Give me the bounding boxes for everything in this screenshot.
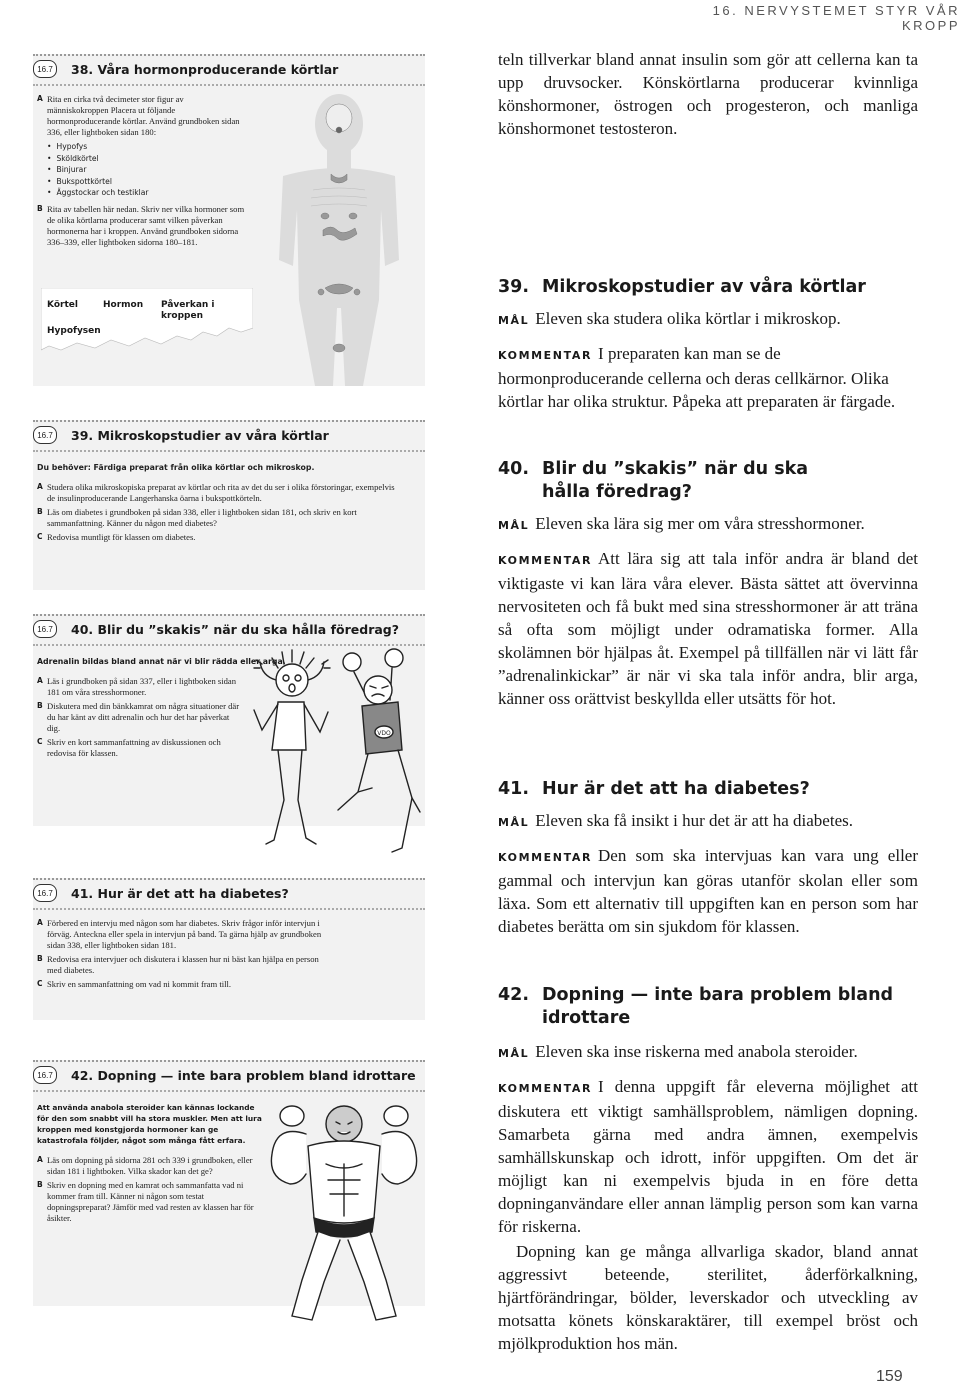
- table-header: Påverkan i kroppen: [161, 300, 215, 321]
- task-letter: C: [37, 532, 43, 541]
- materials-text: Du behöver: Färdiga preparat från olika körtlar och mikroskop.: [37, 463, 315, 472]
- goal-paragraph: [498, 307, 918, 332]
- task-letter: A: [37, 482, 43, 491]
- chapter-badge: 16.7: [33, 1066, 57, 1084]
- section-title: Blir du ”skakis” när du ska hålla föredrag?: [542, 459, 809, 502]
- goal-label: MÅL: [498, 816, 530, 829]
- section-title: Dopning — inte bara problem bland idrottare: [542, 985, 894, 1028]
- gland-item: • Äggstockar och testiklar: [47, 187, 247, 199]
- chapter-badge: 16.7: [33, 60, 57, 78]
- comment-label: KOMMENTAR: [498, 1082, 593, 1095]
- task-letter: B: [37, 203, 43, 213]
- section-number: 39.: [498, 277, 530, 297]
- goal-text: Eleven ska inse riskerna med anabola steroider.: [535, 1042, 858, 1061]
- comment-label: KOMMENTAR: [498, 851, 593, 864]
- card-title: 41. Hur är det att ha diabetes?: [71, 885, 289, 901]
- comment-label: KOMMENTAR: [498, 554, 593, 567]
- comment-paragraph: [498, 547, 918, 710]
- task-card-39: [33, 420, 425, 590]
- task-a-text: Studera olika mikroskopiska preparat av körtlar och rita av det du ser i olika förstoringar, exempelvis de insulinproducerande Langerhanska öarna i bukspottkörteln.: [47, 482, 395, 503]
- section-42: [498, 984, 918, 1355]
- task-b-text: Diskutera med din bänkkamrat om några situationer där du har känt av ditt adrenalin och hur det har påverkat dig.: [47, 701, 240, 733]
- intro-paragraph: teln tillverkar bland annat insulin som gör att cellerna kan ta upp druvsocker. Könskörtlarna producerar kvinnliga könshormoner, östrogen och progesteron, och manliga könshormonet testosteron.: [498, 50, 918, 138]
- body-paragraph: Dopning kan ge många allvarliga skador, bland annat aggressivt beteende, sterilitet, åderförkalkning, hjärtförändringar, bölder, leverskador och utveckling av motsatta könets könskaraktärer, till exempel bröst och mjölkproduktion hos män.: [498, 1242, 918, 1353]
- section-title: Hur är det att ha diabetes?: [542, 779, 810, 799]
- task-list: [33, 918, 425, 990]
- chapter-badge: 16.7: [33, 620, 57, 638]
- card-title: 38. Våra hormonproducerande körtlar: [71, 61, 339, 77]
- task-card-38: [33, 54, 425, 386]
- comment-text: Att lära sig att tala inför andra är bland det viktigaste vi kan lära våra elever. Bästa sättet att övervinna nervositeten och få bukt med sina stresshormoner är att träna så ofta som möjligt under odramatiska former. Alla skolämnen bör hjälpas åt. Exempel på tillfällen när vi lätt får ”adrenalinkickar” är när vi ska tala inför andra, blir arga, känner oss orättvist beskyllda eller utsätts för hot.: [498, 549, 918, 708]
- bodybuilder-illustration: [262, 1094, 426, 1326]
- goal-label: MÅL: [498, 1047, 530, 1060]
- intro-text: Adrenalin bildas bland annat när vi blir rädda eller arga.: [37, 657, 286, 666]
- section-40: [498, 458, 918, 710]
- section-heading: [498, 778, 918, 801]
- human-body-illustration: [253, 90, 425, 386]
- card-title: 40. Blir du ”skakis” när du ska hålla föredrag?: [71, 621, 400, 637]
- task-c-text: Skriv en kort sammanfattning av diskussionen och redovisa för klassen.: [47, 737, 221, 758]
- task-letter: B: [37, 1180, 43, 1189]
- table-header: Körtel: [47, 300, 78, 310]
- gland-item: • Hypofys: [47, 141, 247, 153]
- task-a-text: Rita en cirka två decimeter stor figur av människokroppen Placera ut följande hormonproducerande körtlar. Använd grundboken sidan 336, eller lightboken sidan 180:: [47, 94, 240, 137]
- chapter-badge: 16.7: [33, 884, 57, 902]
- section-number: 42.: [498, 985, 530, 1005]
- task-b-text: Skriv en dopning med en kamrat och sammanfatta vad ni kommer fram till. Känner ni någon som testat dopningspreparat? Jämför med vad resten av klassen har för åsikter.: [47, 1180, 254, 1223]
- gland-list: [47, 141, 247, 199]
- goal-label: MÅL: [498, 314, 530, 327]
- gland-item: • Binjurar: [47, 164, 247, 176]
- intro-text: Att använda anabola steroider kan kännas lockande för den som snabbt vill ha stora muskler. Men att lura kroppen med konstgjorda hormoner kan ge katastrofala följder, något som många fått erfara.: [37, 1103, 262, 1145]
- goal-paragraph: [498, 1040, 918, 1065]
- task-a-text: Läs om dopning på sidorna 281 och 339 i grundboken, eller sidan 181 i lightboken. Vilka skador kan det ge?: [47, 1155, 253, 1176]
- goal-text: Eleven ska få insikt i hur det är att ha diabetes.: [535, 811, 853, 830]
- card-title: 42. Dopning — inte bara problem bland idrottare: [71, 1067, 416, 1083]
- section-heading: [498, 458, 918, 504]
- section-heading: [498, 276, 918, 299]
- section-number: 41.: [498, 779, 530, 799]
- section-39: [498, 276, 918, 413]
- section-title: Mikroskopstudier av våra körtlar: [542, 277, 866, 297]
- task-a-text: Läs i grundboken på sidan 337, eller i lightboken sidan 181 om våra stresshormoner.: [47, 676, 237, 697]
- task-letter: A: [37, 918, 43, 927]
- goal-text: Eleven ska lära sig mer om våra stresshormoner.: [535, 514, 865, 533]
- comment-text: I preparaten kan man se de hormonproducerande cellerna och deras cellkärnor. Olika körtlar har olika struktur. Påpeka att preparaten är färgade.: [498, 344, 896, 411]
- goal-paragraph: [498, 512, 918, 537]
- divider: [33, 84, 425, 86]
- comment-label: KOMMENTAR: [498, 349, 593, 362]
- comment-paragraph: [498, 342, 918, 413]
- comment-text: I denna uppgift får eleverna möjlighet att diskutera ett viktigt samhällsproblem, nämligen dopning. Samarbeta gärna med andra ämnen, exempelvis samhällskunskap och idrott, inför uppgiften. Om det är möjligt kan ni exempelvis bjuda in en före detta dopninganvändare eller annan lämplig person som kan varna för riskerna.: [498, 1077, 918, 1236]
- goal-label: MÅL: [498, 519, 530, 532]
- task-letter: A: [37, 1155, 43, 1164]
- task-letter: A: [37, 676, 43, 685]
- task-letter: B: [37, 701, 43, 710]
- comment-paragraph: [498, 844, 918, 938]
- chapter-badge: 16.7: [33, 426, 57, 444]
- comment-paragraph: [498, 1075, 918, 1238]
- task-letter: B: [37, 507, 43, 516]
- section-heading: [498, 984, 918, 1030]
- task-c-text: Redovisa muntligt för klassen om diabetes.: [47, 532, 196, 542]
- task-letter: C: [37, 737, 43, 746]
- task-b-text: Redovisa era intervjuer och diskutera i klassen hur ni bäst kan hjälpa en person med diabetes.: [47, 954, 319, 975]
- scared-person-illustration: [248, 640, 334, 860]
- shirt-text: VDO: [377, 730, 391, 737]
- table-cell: Hypofysen: [47, 326, 101, 336]
- task-list: [33, 94, 247, 248]
- divider: [33, 450, 425, 452]
- gland-item: • Bukspottkörtel: [47, 176, 247, 188]
- task-card-41: [33, 878, 425, 1020]
- task-letter: A: [37, 94, 43, 103]
- angry-person-illustration: [332, 642, 426, 866]
- task-list: [33, 1100, 262, 1224]
- task-letter: C: [37, 979, 43, 988]
- task-c-text: Skriv en sammanfattning om vad ni kommit fram till.: [47, 979, 232, 989]
- page-number: 159: [876, 1368, 903, 1385]
- goal-text: Eleven ska studera olika körtlar i mikroskop.: [535, 309, 841, 328]
- section-number: 40.: [498, 459, 530, 479]
- running-header: 16. NERVYSTEMET STYR VÅR KROPP: [712, 3, 960, 33]
- task-a-text: Förbered en intervju med någon som har diabetes. Skriv frågor inför intervjun i förväg. Anteckna eller spela in intervjun på band. Ta gärna hjälp av grundboken sidan 338, eller lightboken sidan 181.: [47, 918, 322, 950]
- card-title: 39. Mikroskopstudier av våra körtlar: [71, 427, 329, 443]
- task-list: [33, 460, 425, 543]
- task-b-text: Läs om diabetes i grundboken på sidan 338, eller i lightboken sidan 181, och skriv en kort sammanfattning. Känner du någon med diabetes?: [47, 507, 357, 528]
- task-list: [33, 654, 286, 759]
- table-header: Hormon: [103, 300, 144, 310]
- divider: [33, 1090, 425, 1092]
- goal-paragraph: [498, 809, 918, 834]
- section-41: [498, 778, 918, 938]
- divider: [33, 908, 425, 910]
- gland-item: • Sköldkörtel: [47, 153, 247, 165]
- task-b-text: Rita av tabellen här nedan. Skriv ner vilka hormoner som de olika körtlarna producerar samt vilken påverkan hormonerna har i kroppen. Använd grundboken sidorna 336–339, eller lightboken sidorna 180–181.: [47, 203, 245, 247]
- task-letter: B: [37, 954, 43, 963]
- comment-text: Den som ska intervjuas kan vara ung eller gammal och intervjun kan göras utanför skolan eller som läxa. Som ett alternativ till uppgiften kan en person som har diabetes berätta om sin sjukdom för klassen.: [498, 846, 918, 936]
